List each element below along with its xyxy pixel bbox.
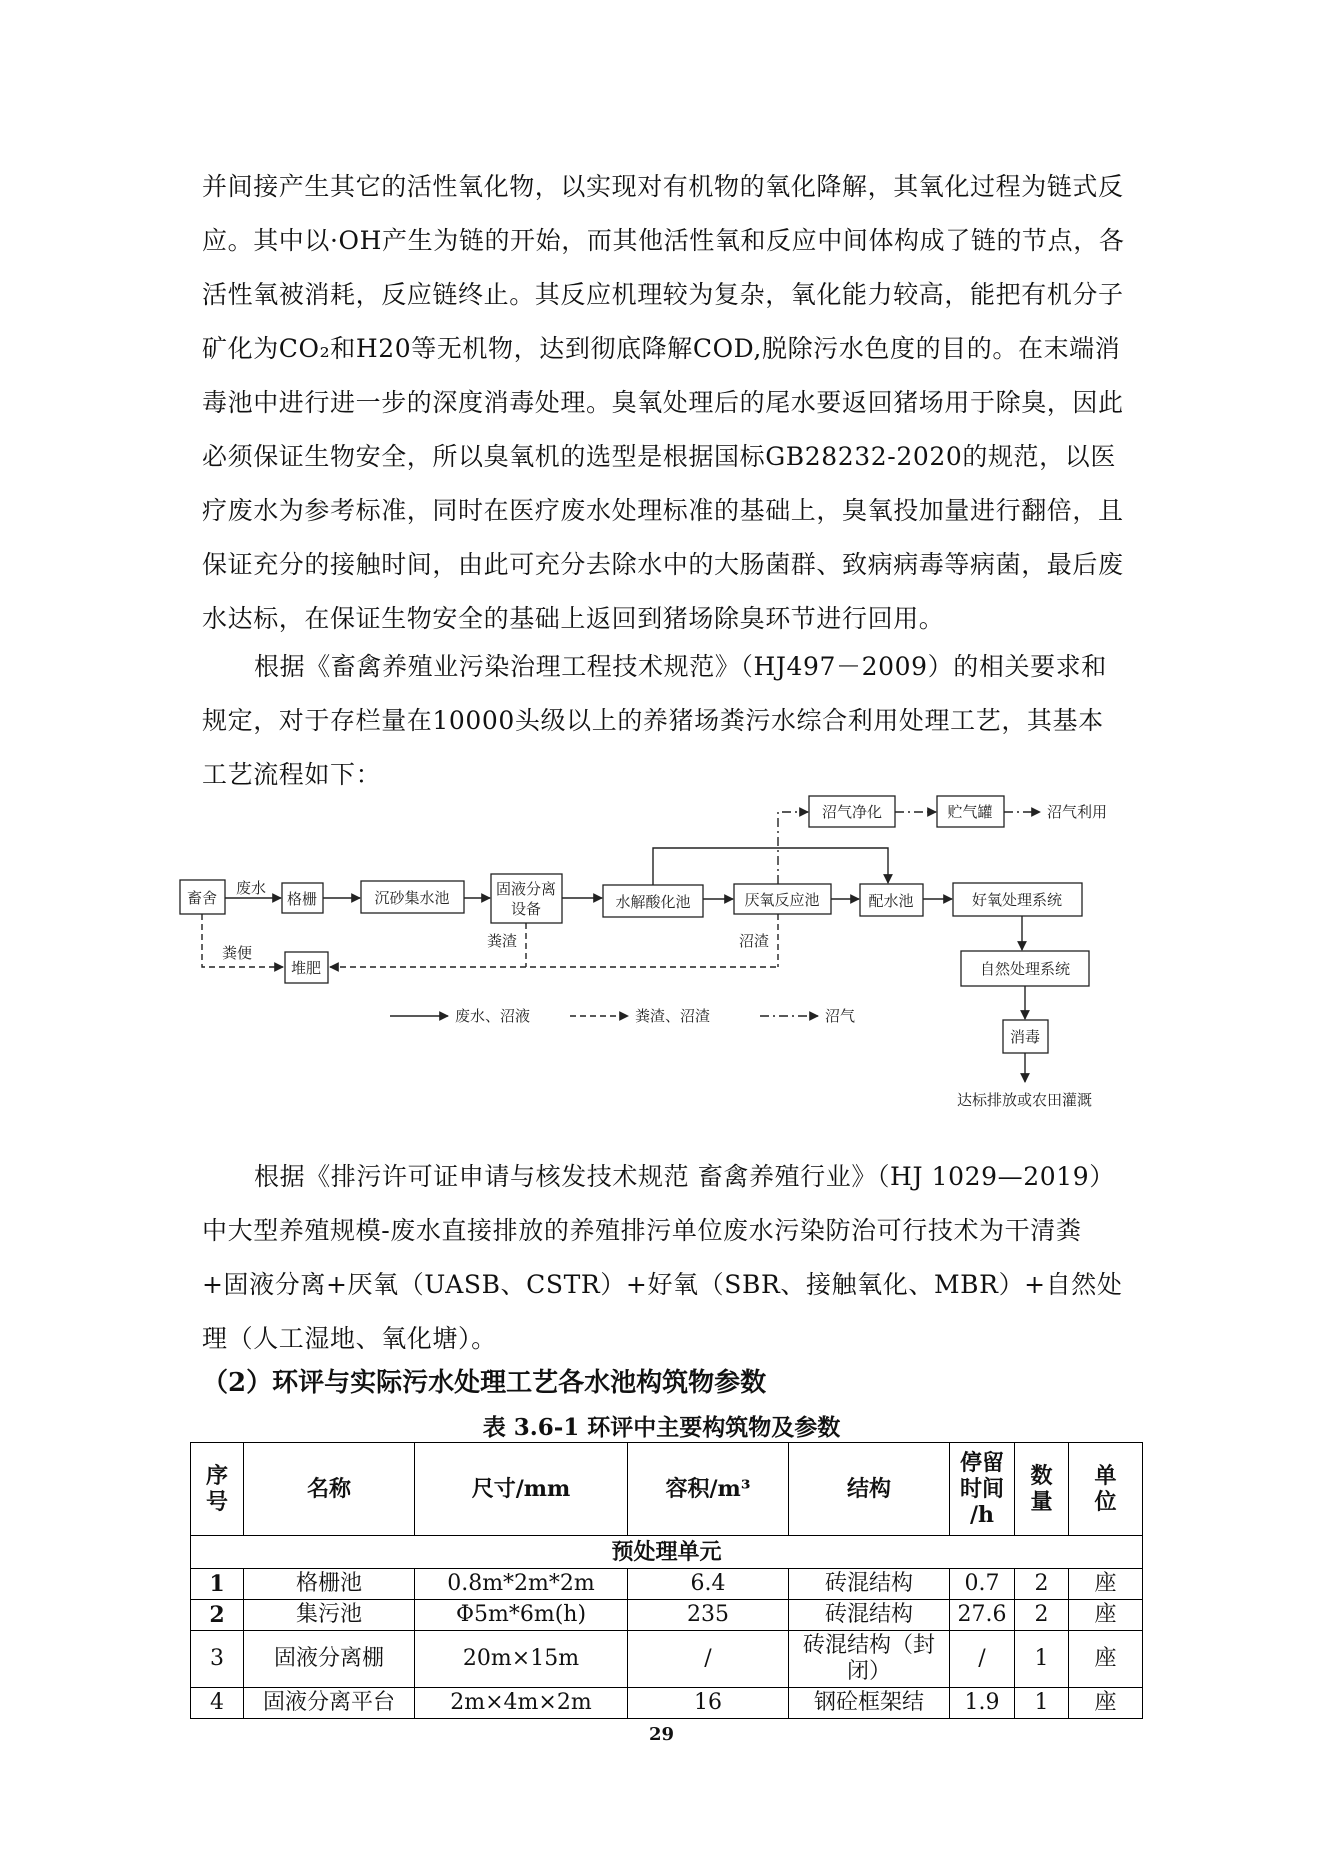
box-shuijie-label: 水解酸化池 xyxy=(615,893,691,911)
th-no: 序 号 xyxy=(191,1443,244,1536)
box-xushe-label: 畜舍 xyxy=(186,889,218,907)
th-unit: 单 位 xyxy=(1069,1443,1143,1536)
table-row: 2 集污池 Φ5m*6m(h) 235 砖混结构 27.6 2 座 xyxy=(191,1600,1143,1631)
label-fenzha: 粪渣 xyxy=(487,932,518,950)
page-number: 29 xyxy=(648,1724,675,1745)
box-haoyang-label: 好氧处理系统 xyxy=(971,891,1063,909)
paragraph-ozone-treatment: 并间接产生其它的活性氧化物，以实现对有机物的氧化降解，其氧化过程为链式反应。其中以·OH产生为链的开始，而其他活性氧和反应中间体构成了链的节点，各活性氧被消耗，反应链终止。其反应机理较为复杂，氧化能力较高，能把有机分子矿化为CO₂和H20等无机物，达到彻底降解COD,脱除污水色度的目的。在末端消毒池中进行进一步的深度消毒处理。臭氧处理后的尾水要返回猪场用于除臭，因此必须保证生物安全，所以臭氧机的选型是根据国标GB28232-2020的规范，以医疗废水为参考标准，同时在医疗废水处理标准的基础上，臭氧投加量进行翻倍，且保证充分的接触时间，由此可充分去除水中的大肠菌群、致病病毒等病菌，最后废水达标，在保证生物安全的基础上返回到猪场除臭环节进行回用。 xyxy=(202,172,1125,633)
box-yanyang-label: 厌氧反应池 xyxy=(744,891,820,909)
legend-solid-label: 废水、沼液 xyxy=(455,1007,531,1025)
paragraph-hj497: 根据《畜禽养殖业污染治理工程技术规范》（HJ497－2009）的相关要求和规定，对于存栏量在10000头级以上的养猪场粪污水综合利用处理工艺，其基本工艺流程如下： xyxy=(202,652,1107,789)
box-xiaodu-label: 消毒 xyxy=(1009,1028,1041,1046)
box-zhuqiguan-label: 贮气罐 xyxy=(947,803,993,821)
box-guye-label-1: 固液分离 xyxy=(495,880,557,898)
box-duifei-label: 堆肥 xyxy=(290,959,322,977)
box-zhaoqi-jinghua-label: 沼气净化 xyxy=(821,803,883,821)
th-volume: 容积/m³ xyxy=(628,1443,789,1536)
th-size: 尺寸/mm xyxy=(415,1443,628,1536)
box-chensha-label: 沉砂集水池 xyxy=(374,889,450,907)
box-gezha-label: 格栅 xyxy=(286,890,318,908)
table-row: 3 固液分离棚 20m×15m / 砖混结构（封 闭） / 1 座 xyxy=(191,1631,1143,1688)
th-qty: 数 量 xyxy=(1015,1443,1069,1536)
table-header-row xyxy=(191,1443,1143,1536)
structures-table xyxy=(190,1442,1143,1719)
label-zhaoqi-liyong: 沼气利用 xyxy=(1047,803,1108,821)
th-name: 名称 xyxy=(244,1443,415,1536)
table-section-row xyxy=(191,1536,1143,1569)
box-ziran-label: 自然处理系统 xyxy=(979,960,1071,978)
section-pretreatment: 预处理单元 xyxy=(191,1536,1143,1569)
paragraph-hj1029: 根据《排污许可证申请与核发技术规范 畜禽养殖行业》（HJ 1029—2019）中大型养殖规模-废水直接排放的养殖排污单位废水污染防治可行技术为干清粪+固液分离+厌氧（UASB、CSTR）+好氧（SBR、接触氧化、MBR）+自然处理（人工湿地、氧化塘）。 xyxy=(202,1162,1123,1353)
box-guye-label-2: 设备 xyxy=(510,900,542,918)
section-heading: （2）环评与实际污水处理工艺各水池构筑物参数 xyxy=(202,1368,767,1398)
table-caption: 表 3.6-1 环评中主要构筑物及参数 xyxy=(482,1414,841,1441)
th-structure: 结构 xyxy=(789,1443,950,1536)
table-row: 4 固液分离平台 2m×4m×2m 16 钢砼框架结 1.9 1 座 xyxy=(191,1688,1143,1719)
label-dabiao: 达标排放或农田灌溉 xyxy=(957,1091,1093,1109)
legend-dashed-label: 粪渣、沼渣 xyxy=(635,1007,711,1025)
table-row: 1 格栅池 0.8m*2m*2m 6.4 砖混结构 0.7 2 座 xyxy=(191,1569,1143,1600)
legend-dashdot-label: 沼气 xyxy=(825,1007,856,1025)
label-feishui: 废水 xyxy=(236,879,267,897)
arrow-bypass-peishui xyxy=(653,848,888,885)
box-peishui-label: 配水池 xyxy=(868,892,914,910)
label-zhaozha: 沼渣 xyxy=(739,932,770,950)
label-fenbian: 粪便 xyxy=(222,944,253,962)
th-time: 停留 时间 /h xyxy=(950,1443,1015,1536)
